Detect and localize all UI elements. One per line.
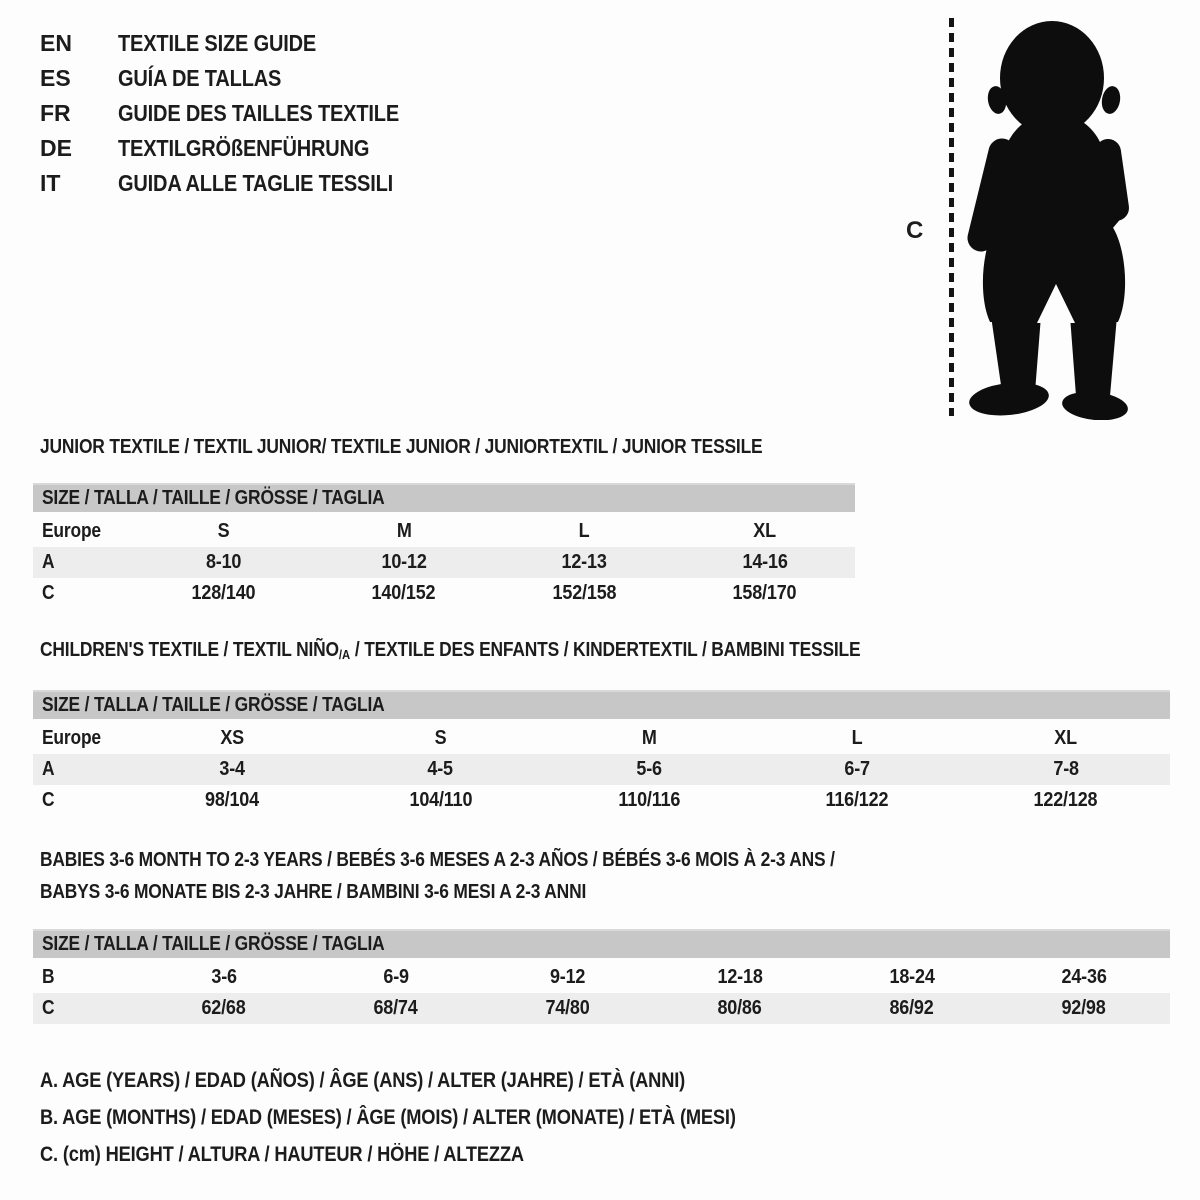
language-code: DE bbox=[40, 135, 72, 161]
age-cell: 5-6 bbox=[636, 758, 662, 780]
language-title: GUIDE DES TAILLES TEXTILE bbox=[118, 100, 400, 126]
age-cell: 24-36 bbox=[1061, 966, 1107, 988]
language-title-list bbox=[40, 26, 441, 201]
language-row-fr bbox=[40, 96, 441, 131]
height-cell: 110/116 bbox=[618, 789, 680, 811]
age-cell: 7-8 bbox=[1053, 758, 1079, 780]
row-label: C bbox=[42, 582, 55, 604]
height-cell: 68/74 bbox=[373, 997, 419, 1019]
junior-size-table bbox=[33, 483, 855, 609]
table-row-height bbox=[33, 785, 1170, 816]
size-header-bar: SIZE / TALLA / TAILLE / GRÖSSE / TAGLIA bbox=[33, 483, 855, 512]
age-cell: 6-9 bbox=[383, 966, 409, 988]
age-cell: 18-24 bbox=[889, 966, 935, 988]
language-code: EN bbox=[40, 30, 72, 56]
children-section-title: CHILDREN'S TEXTILE / TEXTIL NIÑO/A / TEXTILE DES ENFANTS / KINDERTEXTIL / BAMBINI TESSILE bbox=[40, 639, 861, 662]
height-cell: 86/92 bbox=[889, 997, 935, 1019]
row-label: Europe bbox=[42, 520, 101, 542]
language-title: TEXTILE SIZE GUIDE bbox=[118, 30, 317, 56]
height-cell: 158/170 bbox=[732, 582, 797, 604]
age-cell: 12-13 bbox=[561, 551, 607, 573]
age-cell: 6-7 bbox=[844, 758, 871, 780]
junior-section-title: JUNIOR TEXTILE / TEXTIL JUNIOR/ TEXTILE JUNIOR / JUNIORTEXTIL / JUNIOR TESSILE bbox=[40, 436, 763, 458]
babies-section-title-line2: BABYS 3-6 MONATE BIS 2-3 JAHRE / BAMBINI 3-6 MESI A 2-3 ANNI bbox=[40, 881, 587, 903]
size-cell: L bbox=[851, 727, 863, 749]
height-cell: 80/86 bbox=[717, 997, 763, 1019]
row-label: C bbox=[42, 789, 55, 811]
babies-section-title-line1: BABIES 3-6 MONTH TO 2-3 YEARS / BEBÉS 3-6 MESES A 2-3 AÑOS / BÉBÉS 3-6 MOIS À 2-3 ANS / bbox=[40, 849, 835, 871]
height-cell: 74/80 bbox=[545, 997, 591, 1019]
height-cell: 104/110 bbox=[409, 789, 472, 811]
age-cell: 8-10 bbox=[205, 551, 241, 573]
size-cell: S bbox=[217, 520, 230, 542]
table-row-europe bbox=[33, 516, 855, 547]
size-cell: S bbox=[434, 727, 447, 749]
table-row-age bbox=[33, 754, 1170, 785]
language-title: GUIDA ALLE TAGLIE TESSILI bbox=[118, 170, 394, 196]
babies-size-table bbox=[33, 929, 1170, 1024]
size-cell: L bbox=[578, 520, 590, 542]
height-cell: 152/158 bbox=[552, 582, 617, 604]
height-cell: 98/104 bbox=[205, 789, 260, 811]
legend-age-years: A. AGE (YEARS) / EDAD (AÑOS) / ÂGE (ANS) / ALTER (JAHRE) / ETÀ (ANNI) bbox=[40, 1069, 686, 1092]
age-cell: 3-4 bbox=[219, 758, 245, 780]
language-code: ES bbox=[40, 65, 71, 91]
legend-height-cm: C. (cm) HEIGHT / ALTURA / HAUTEUR / HÖHE / ALTEZZA bbox=[40, 1143, 524, 1166]
language-row-es bbox=[40, 61, 441, 96]
toddler-silhouette-icon bbox=[964, 16, 1144, 420]
size-cell: XS bbox=[220, 727, 245, 749]
age-cell: 12-18 bbox=[717, 966, 763, 988]
size-header-bar: SIZE / TALLA / TAILLE / GRÖSSE / TAGLIA bbox=[33, 690, 1170, 719]
language-title: GUÍA DE TALLAS bbox=[118, 65, 282, 91]
size-cell: M bbox=[396, 520, 412, 542]
size-cell: M bbox=[641, 727, 657, 749]
language-row-en bbox=[40, 26, 441, 61]
height-cell: 140/152 bbox=[371, 582, 436, 604]
height-cell: 62/68 bbox=[201, 997, 247, 1019]
table-row-age-months bbox=[33, 962, 1170, 993]
age-cell: 9-12 bbox=[550, 966, 586, 988]
language-code: FR bbox=[40, 100, 71, 126]
language-title: TEXTILGRÖßENFÜHRUNG bbox=[118, 135, 370, 161]
height-cell: 116/122 bbox=[825, 789, 889, 811]
age-cell: 14-16 bbox=[742, 551, 788, 573]
language-row-it bbox=[40, 166, 441, 201]
size-cell: XL bbox=[1054, 727, 1078, 749]
table-row-height bbox=[33, 993, 1170, 1024]
size-cell: XL bbox=[753, 520, 777, 542]
children-size-table bbox=[33, 690, 1170, 816]
height-measure-label: C bbox=[906, 217, 924, 244]
language-row-de bbox=[40, 131, 441, 166]
table-row-europe bbox=[33, 723, 1170, 754]
age-cell: 3-6 bbox=[211, 966, 237, 988]
table-row-height bbox=[33, 578, 855, 609]
row-label: B bbox=[42, 966, 55, 988]
legend-age-months: B. AGE (MONTHS) / EDAD (MESES) / ÂGE (MOIS) / ALTER (MONATE) / ETÀ (MESI) bbox=[40, 1106, 736, 1129]
size-header-bar: SIZE / TALLA / TAILLE / GRÖSSE / TAGLIA bbox=[33, 929, 1170, 958]
language-code: IT bbox=[40, 170, 61, 196]
row-label: C bbox=[42, 997, 55, 1019]
height-cell: 128/140 bbox=[191, 582, 256, 604]
height-cell: 122/128 bbox=[1033, 789, 1098, 811]
height-cell: 92/98 bbox=[1061, 997, 1107, 1019]
row-label: Europe bbox=[42, 727, 101, 749]
table-row-age bbox=[33, 547, 855, 578]
age-cell: 10-12 bbox=[381, 551, 427, 573]
age-cell: 4-5 bbox=[427, 758, 454, 780]
nino-a-subscript: /A bbox=[338, 647, 351, 662]
row-label: A bbox=[42, 551, 55, 573]
row-label: A bbox=[42, 758, 55, 780]
height-measure-dotted-line bbox=[949, 18, 954, 416]
